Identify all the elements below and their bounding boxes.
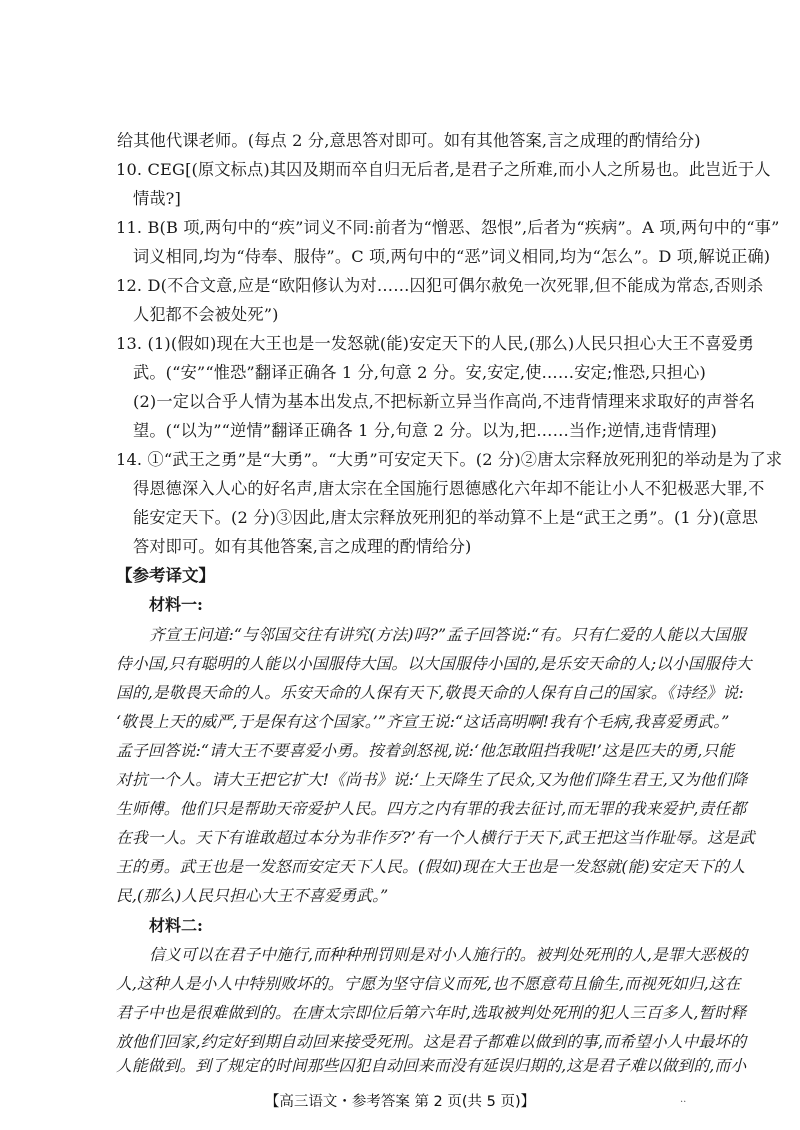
footer-mark: .. (680, 1094, 687, 1105)
section-title: 【参考译文】 (116, 566, 215, 585)
material-two-title: 材料二: (149, 916, 203, 935)
translation-line: 放他们回家,约定好到期自动回来接受死刑。这是君子都难以做到的事,而希望小人中最坏的 (116, 1032, 747, 1051)
answer-line: 情哉?] (133, 189, 181, 208)
translation-line: 君子中也是很难做到的。在唐太宗即位后第六年时,选取被判处死刑的犯人三百多人,暂时释 (116, 1003, 747, 1022)
answer-line: 词义相同,均为“侍奉、服侍”。C 项,两句中的“恶”词义相同,均为“怎么”。D 项,解说正确) (133, 247, 771, 266)
answer-line: 14. ①“武王之勇”是“大勇”。“大勇”可安定天下。(2 分)②唐太宗释放死刑犯的举动是为了求 (116, 450, 783, 469)
material-one-title: 材料一: (149, 595, 203, 614)
answer-line: 11. B(B 项,两句中的“疾”词义不同:前者为“憎恶、怨恨”,后者为“疾病”。A 项,两句中的“事” (116, 218, 780, 237)
translation-line: 王的勇。武王也是一发怒而安定天下人民。(假如)现在大王也是一发怒就(能)安定天下的人 (116, 857, 746, 876)
answer-line: 给其他代课老师。(每点 2 分,意思答对即可。如有其他答案,言之成理的酌情给分) (117, 131, 701, 150)
translation-line: 民,(那么)人民只担心大王不喜爱勇武。” (116, 886, 389, 905)
page-footer: 【高三语文・参考答案 第 2 页(共 5 页)】 (264, 1094, 536, 1110)
translation-line: ‘敬畏上天的威严,于是保有这个国家。’”齐宣王说:“这话高明啊!我有个毛病,我喜爱勇武。” (116, 712, 730, 731)
translation-line: 孟子回答说:“请大王不要喜爱小勇。按着剑怒视,说:‘他怎敢阻挡我呢!’这是匹夫的勇,只能 (116, 741, 735, 760)
answer-line: 13. (1)(假如)现在大王也是一发怒就(能)安定天下的人民,(那么)人民只担心大王不喜爱勇 (116, 334, 755, 353)
translation-line: 在我一人。天下有谁敢超过本分为非作歹?’有一个人横行于天下,武王把这当作耻辱。这是武 (116, 828, 755, 847)
answer-line: 望。(“以为”“逆情”翻译正确各 1 分,句意 2 分。以为,把……当作;逆情,违背情理) (133, 421, 717, 440)
translation-line: 生师傅。他们只是帮助天帝爱护人民。四方之内有罪的我去征讨,而无罪的我来爱护,责任都 (116, 799, 747, 818)
answer-line: 人犯都不会被处死”) (133, 305, 279, 324)
answer-line: 武。(“安”“惟恐”翻译正确各 1 分,句意 2 分。安,安定,使……安定;惟恐,只担心) (133, 363, 706, 382)
answer-line: 10. CEG[(原文标点)其囚及期而卒自归无后者,是君子之所难,而小人之所易也。此岂近于人 (116, 160, 771, 179)
translation-line: 人,这种人是小人中特别败坏的。宁愿为坚守信义而死,也不愿意苟且偷生,而视死如归,这在 (116, 974, 741, 993)
translation-line: 信义可以在君子中施行,而种种刑罚则是对小人施行的。被判处死刑的人,是罪大恶极的 (149, 945, 748, 964)
answer-line: 得恩德深入人心的好名声,唐太宗在全国施行恩德感化六年却不能让小人不犯极恶大罪,不 (133, 479, 765, 498)
answer-line: 12. D(不合文意,应是“欧阳修认为对……囚犯可偶尔赦免一次死罪,但不能成为常态,否则杀 (116, 276, 764, 295)
answer-line: 答对即可。如有其他答案,言之成理的酌情给分) (133, 537, 472, 556)
translation-line: 国的,是敬畏天命的人。乐安天命的人保有天下,敬畏天命的人保有自己的国家。《诗经》说: (116, 683, 744, 702)
translation-line: 侍小国,只有聪明的人能以小国服侍大国。以大国服侍小国的,是乐安天命的人;以小国服侍大 (116, 654, 752, 673)
answer-line: 能安定天下。(2 分)③因此,唐太宗释放死刑犯的举动算不上是“武王之勇”。(1 分)(意思 (133, 508, 759, 527)
translation-line: 对抗一个人。请大王把它扩大!《尚书》说:‘上天降生了民众,又为他们降生君王,又为他们降 (116, 770, 748, 789)
translation-line: 齐宣王问道:“与邻国交往有讲究(方法)吗?”孟子回答说:“有。只有仁爱的人能以大国服 (149, 625, 746, 644)
translation-line: 人能做到。到了规定的时间那些囚犯自动回来而没有延误归期的,这是君子难以做到的,而小 (116, 1056, 747, 1075)
answer-line: (2)一定以合乎人情为基本出发点,不把标新立异当作高尚,不违背情理来求取好的声誉名 (133, 392, 756, 411)
